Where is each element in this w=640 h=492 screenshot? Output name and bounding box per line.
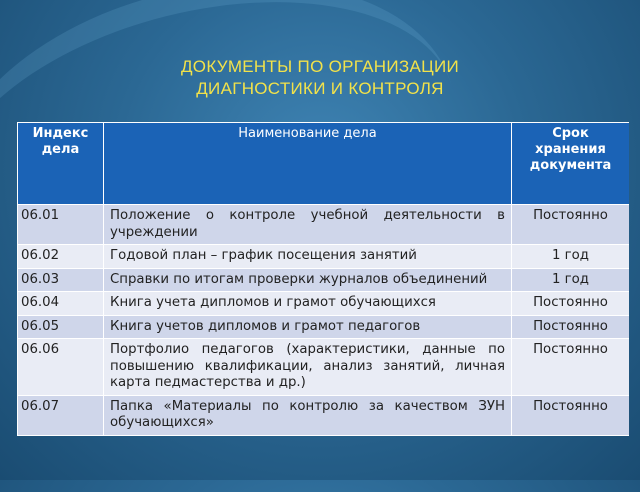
row-term: Постоянно — [512, 292, 630, 316]
row-index: 06.07 — [18, 395, 104, 435]
row-term: Постоянно — [512, 395, 630, 435]
row-name: Портфолио педагогов (характеристики, данные по повышению квалификации, анализ занятий, личная карта педмастерства и др.) — [104, 339, 512, 396]
title-line-2: ДИАГНОСТИКИ И КОНТРОЛЯ — [196, 79, 444, 98]
row-term: 1 год — [512, 245, 630, 269]
table-row — [18, 292, 630, 316]
row-index: 06.06 — [18, 339, 104, 396]
row-term: 1 год — [512, 268, 630, 292]
table-row — [18, 395, 630, 435]
table-row — [18, 339, 630, 396]
table-row — [18, 245, 630, 269]
row-term: Постоянно — [512, 205, 630, 245]
row-term: Постоянно — [512, 315, 630, 339]
row-name: Книга учета дипломов и грамот обучающихся — [104, 292, 512, 316]
header-name: Наименование дела — [104, 123, 512, 205]
row-term: Постоянно — [512, 339, 630, 396]
documents-table-container — [17, 122, 629, 492]
row-index: 06.03 — [18, 268, 104, 292]
row-name: Папка «Материалы по контролю за качеством ЗУН обучающихся» — [104, 395, 512, 435]
row-index: 06.04 — [18, 292, 104, 316]
header-term: Срок хранения документа — [512, 123, 630, 205]
row-index: 06.01 — [18, 205, 104, 245]
slide-title — [0, 56, 640, 100]
header-index: Индекс дела — [18, 123, 104, 205]
table-row — [18, 205, 630, 245]
title-line-1: ДОКУМЕНТЫ ПО ОРГАНИЗАЦИИ — [180, 57, 459, 76]
table-row — [18, 315, 630, 339]
row-name: Книга учетов дипломов и грамот педагогов — [104, 315, 512, 339]
table-row — [18, 268, 630, 292]
row-name: Годовой план – график посещения занятий — [104, 245, 512, 269]
documents-table — [17, 122, 629, 436]
row-name: Положение о контроле учебной деятельности в учреждении — [104, 205, 512, 245]
row-index: 06.05 — [18, 315, 104, 339]
row-name: Справки по итогам проверки журналов объединений — [104, 268, 512, 292]
row-index: 06.02 — [18, 245, 104, 269]
table-header-row — [18, 123, 630, 205]
